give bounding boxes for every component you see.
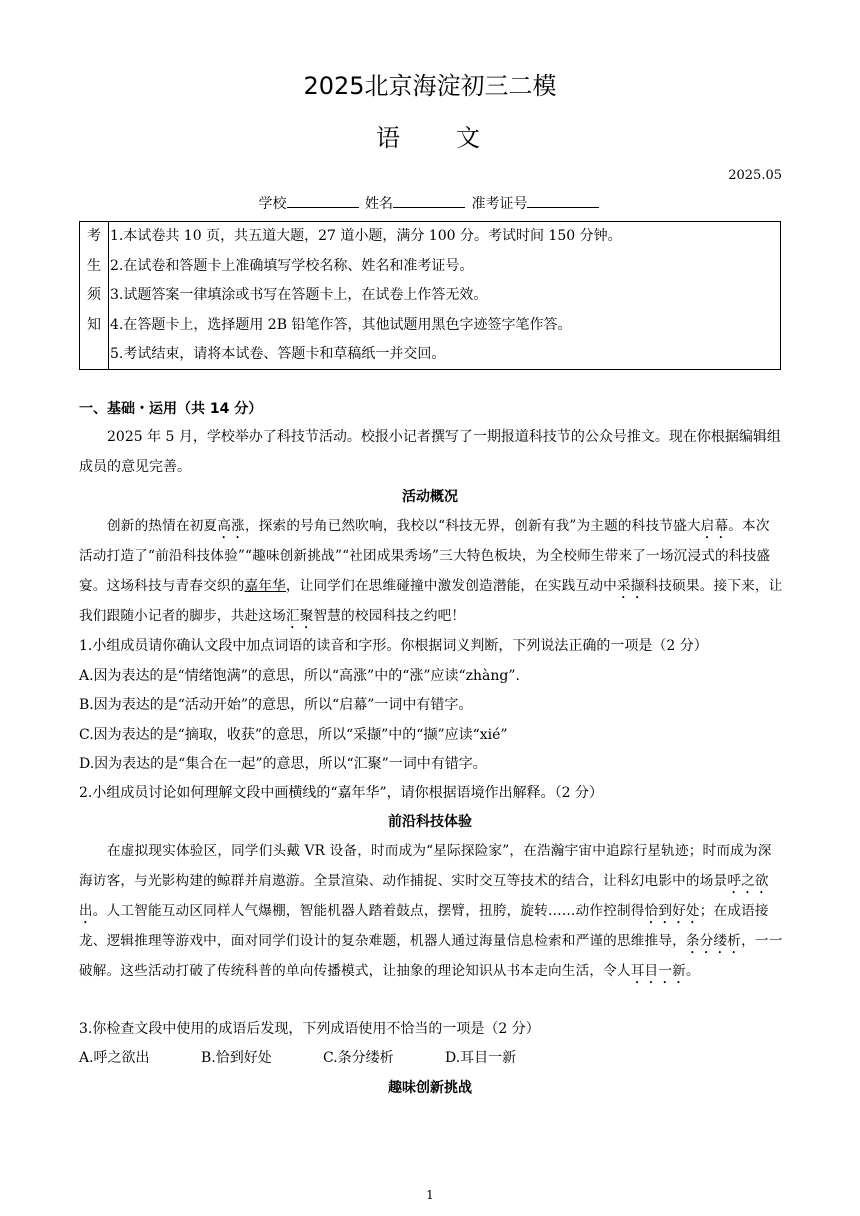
dotted-word: 汇聚 (285, 607, 314, 624)
page-number: 1 (426, 1188, 434, 1202)
exam-date: 2025.05 (728, 168, 782, 183)
question-1-option: B.因为表达的是“活动开始”的意思，所以“启幕”一词中有错字。 (79, 697, 473, 713)
question-3-stem: 3.你检查文段中使用的成语后发现，下列成语使用不恰当的一项是（2 分） (79, 1021, 540, 1037)
name-blank (393, 194, 465, 208)
text-run: ；在成语接龙、逻辑推理等游戏中，面对同学们设计的复杂难题，机器人通过海量信息检索和严谨的思维推导， (79, 902, 769, 949)
question-1-stem: 1.小组成员请你确认文段中加点词语的读音和字形。你根据词义判断，下列说法正确的一项是（2 分） (79, 638, 708, 654)
dotted-word: 呼之欲出 (79, 872, 769, 919)
notice-label-char: 须 (87, 287, 101, 303)
school-label: 学校 (258, 196, 287, 212)
exam-notice-box (79, 221, 781, 370)
exam-title: 2025北京海淀初三二模 (303, 72, 557, 100)
text-run: 创新的热情在初夏 (107, 518, 218, 534)
question-3-option: A.呼之欲出 (79, 1050, 150, 1066)
dotted-word: 耳目一新 (630, 962, 686, 979)
subject-title (0, 118, 860, 153)
notice-item: 1.本试卷共 10 页，共五道大题，27 道小题，满分 100 分。考试时间 150 分钟。 (110, 228, 622, 244)
dotted-word: 条分缕析 (685, 932, 742, 949)
dotted-word: 启幕 (700, 518, 729, 534)
question-1-option: D.因为表达的是“集合在一起”的意思，所以“汇聚”一词中有错字。 (79, 756, 487, 772)
notice-label-char: 考 (87, 228, 101, 244)
block-title-overview: 活动概况 (402, 489, 458, 505)
overview-paragraph (79, 512, 783, 632)
block-title-frontier: 前沿科技体验 (388, 814, 472, 830)
block-title-challenge: 趣味创新挑战 (388, 1080, 472, 1096)
question-1-option: A.因为表达的是“情绪饱满”的意思，所以“高涨”中的“涨”应读“zhàng”. (79, 668, 520, 684)
dotted-word: 恰到好处 (644, 902, 700, 919)
section-intro: 2025 年 5 月，学校举办了科技节活动。校报小记者撰写了一期报道科技节的公众号推文。现在你根据编辑组成员的意见完善。 (79, 429, 781, 475)
question-3-options (79, 1047, 567, 1067)
text-run: 智慧的校园科技之约吧！ (313, 607, 466, 624)
notice-item: 4.在答题卡上，选择题用 2B 铅笔作答，其他试题用黑色字迹签字笔作答。 (110, 316, 572, 333)
id-label: 准考证号 (471, 196, 528, 212)
question-2-stem: 2.小组成员讨论如何理解文段中画横线的“嘉年华”，请你根据语境作出解释。（2 分） (79, 785, 604, 801)
question-3-option: B.恰到好处 (201, 1050, 272, 1066)
subject-char: 语 (376, 124, 404, 152)
dotted-word: 采撷 (616, 577, 645, 594)
notice-label-char: 生 (87, 257, 101, 274)
name-label: 姓名 (365, 196, 393, 212)
student-info-fields (0, 193, 860, 213)
text-run: 。人工智能互动区同样人气爆棚，智能机器人踏着鼓点，摆臂，扭胯，旋转……动作控制得 (92, 902, 645, 919)
text-run: ，一一破解。这些活动打破了传统科普的单向传播模式，让抽象的理论知识从书本走向生活，令人 (79, 932, 783, 979)
text-run: 。 (685, 962, 700, 979)
question-1-option: C.因为表达的是“摘取，收获”的意思，所以“采撷”中的“撷”应读“xié” (79, 727, 508, 743)
id-blank (527, 194, 599, 208)
text-run: ，让同学们在思维碰撞中激发创造潜能，在实践互动中 (285, 577, 617, 594)
notice-label (80, 222, 109, 369)
text-run: 在虚拟现实体验区，同学们头戴 VR 设备，时而成为“星际探险家”，在浩瀚宇宙中追踪行星轨迹；时而成为深海访客，与光影构建的鲸群并肩遨游。全景渲染、动作捕捉、实时交互等技术的结合，让科幻电影中的场景 (79, 843, 772, 889)
text-run: 科技硕果。接下来，让我们跟随小记者的脚步，共赴这场 (79, 577, 783, 624)
school-blank (287, 194, 359, 208)
text-run: 。本次活动打造了“前沿科技体验”“趣味创新挑战”“社团成果秀场”三大特色板块，为全校师生带来了一场沉浸式的科技盛宴。这场科技与青春交织的 (79, 518, 771, 594)
question-3-option: D.耳目一新 (445, 1050, 517, 1066)
underlined-word: 嘉年华 (244, 577, 286, 594)
section-heading: 一、基础・运用（共 14 分） (79, 401, 263, 417)
notice-items (110, 222, 780, 370)
notice-item: 3.试题答案一律填涂或书写在答题卡上，在试卷上作答无效。 (110, 287, 488, 303)
subject-char: 文 (456, 124, 484, 152)
notice-item: 5.考试结束，请将本试卷、答题卡和草稿纸一并交回。 (110, 346, 446, 362)
notice-label-char: 知 (87, 316, 101, 333)
question-3-option: C.条分缕析 (323, 1050, 394, 1066)
dotted-word: 高涨 (217, 518, 245, 534)
notice-item: 2.在试卷和答题卡上准确填写学校名称、姓名和准考证号。 (110, 257, 474, 274)
frontier-paragraph (79, 837, 783, 987)
text-run: ，探索的号角已然吹响，我校以“科技无界，创新有我”为主题的科技节盛大 (244, 518, 701, 534)
